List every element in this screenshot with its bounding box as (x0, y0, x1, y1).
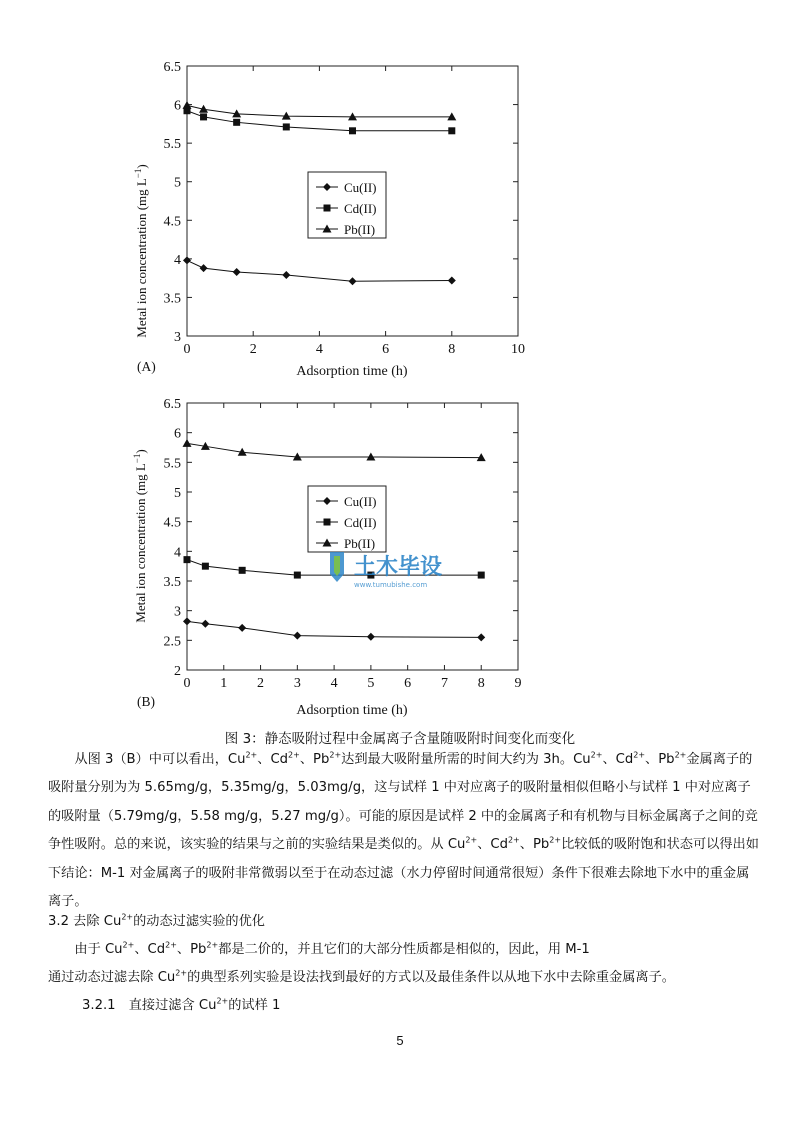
legend-label: Cu(II) (344, 180, 377, 195)
x-tick-label: 0 (183, 342, 191, 357)
paragraph-1: 从图 3（B）中可以看出，$Cu^{2+}$、$Cd^{2+}$、$Pb^{2+}$达到最大吸附量所需的时间大约为 3h。$Cu^{2+}$、$Cd^{2+}$、$Pb^{2+}$金属离子的吸附量分别为为 5.65mg/g，5.35mg/g，5.03mg/g，这与试样 1 中对应离子的吸附量相似但略小与试样 1 中对应离子的吸附量（5.79mg/g，5.58 mg/g，5.27 mg/g）。可能的原因是试样 2 中的金属离子和有机物与目标金属离子之间的竞争性吸附。总的来说，该实验的结果与之前的实验结果是类似的。从 $Cu^{2+}$、$Cd^{2+}$、$Pb^{2+}$比较低的吸附饱和状态可以得出如下结论：M-1 对金属离子的吸附非常微弱以至于在动态过滤（水力停留时间通常很短）条件下很难去除地下水中的重金属离子。 (48, 750, 759, 910)
data-point (183, 617, 191, 625)
data-point (238, 624, 246, 632)
watermark (310, 544, 510, 594)
data-point (239, 567, 246, 574)
y-tick-label: 2 (174, 664, 181, 679)
data-point (184, 556, 191, 563)
x-tick-label: 8 (477, 676, 485, 691)
chart-b-panel-label: (B) (137, 694, 155, 709)
y-tick-label: 5.5 (163, 456, 181, 472)
y-tick-label: 6.5 (163, 397, 181, 412)
x-tick-label: 2 (249, 342, 257, 357)
watermark-subtext: www.tumubishe.com (354, 581, 428, 589)
y-tick-label: 3 (174, 604, 181, 620)
data-point (200, 264, 208, 272)
y-tick-label: 4 (174, 252, 181, 268)
y-tick-label: 4.5 (163, 515, 181, 531)
y-tick-label: 5 (174, 486, 181, 501)
data-point (349, 127, 356, 134)
chart-a-panel-label: (A) (137, 359, 156, 374)
y-tick-label: 4.5 (163, 214, 181, 230)
chart-a-ylabel: Metal ion concentration (mg $L^{-1}$) (133, 164, 149, 338)
data-point (201, 620, 209, 628)
data-point (294, 572, 301, 579)
data-point (202, 563, 209, 570)
chart-a (0, 50, 800, 430)
y-tick-label: 6.5 (163, 60, 181, 75)
x-tick-label: 0 (183, 676, 191, 691)
data-point (183, 256, 191, 264)
watermark-text: 土木毕设 (354, 555, 443, 580)
y-tick-label: 5 (174, 175, 181, 191)
series-line (187, 621, 481, 637)
x-tick-label: 6 (404, 676, 412, 691)
x-tick-label: 2 (257, 676, 265, 691)
x-tick-label: 6 (382, 342, 390, 357)
series-line (187, 111, 452, 131)
y-tick-label: 4 (174, 545, 181, 561)
data-point (283, 123, 290, 130)
y-tick-label: 2.5 (163, 634, 181, 650)
x-tick-label: 9 (514, 676, 522, 691)
x-tick-label: 5 (367, 676, 375, 691)
legend-label: Cd(II) (344, 515, 377, 530)
y-tick-label: 6 (174, 426, 181, 442)
x-tick-label: 10 (511, 342, 525, 357)
page-number: 5 (396, 1033, 404, 1048)
chart-b-ylabel: Metal ion concentration (mg $L^{-1}$) (132, 449, 148, 623)
y-tick-label: 3.5 (163, 291, 181, 307)
legend-label: Pb(II) (344, 536, 376, 551)
series-line (187, 443, 481, 457)
x-tick-label: 1 (220, 676, 228, 691)
section-heading: 3.2 去除 $Cu^{2+}$的动态过滤实验的优化 (48, 912, 265, 929)
paragraph-2: 由于 $Cu^{2+}$、$Cd^{2+}$、$Pb^{2+}$都是二价的，并且它们的大部分性质都是相似的，因此，用 M-1 通过动态过滤去除 $Cu^{2+}$的典型系列实验是设法找到最好的方式以及最佳条件以从地下水中去除重金属离子。 (48, 940, 675, 986)
legend-marker (324, 205, 331, 212)
legend-label: Cd(II) (344, 201, 377, 216)
x-tick-label: 4 (315, 342, 323, 357)
chart-a-xlabel: Adsorption time (h) (296, 364, 408, 379)
series-line (187, 260, 452, 281)
y-tick-label: 3.5 (163, 575, 181, 590)
figure-caption: 图 3：静态吸附过程中金属离子含量随吸附时间变化而变化 (224, 731, 576, 747)
legend-label: Cu(II) (344, 494, 377, 509)
watermark-logo-icon (330, 552, 344, 582)
y-tick-label: 5.5 (163, 137, 181, 153)
data-point (448, 127, 455, 134)
series-line (187, 105, 452, 117)
legend-marker (324, 519, 331, 526)
x-tick-label: 4 (330, 676, 338, 691)
data-point (477, 633, 485, 641)
chart-b-xlabel: Adsorption time (h) (296, 703, 408, 718)
subsection-heading: 3.2.1 直接过滤含 $Cu^{2+}$的试样 1 (82, 996, 281, 1013)
data-point (233, 268, 241, 276)
data-point (200, 113, 207, 120)
data-point (282, 271, 290, 279)
x-tick-label: 8 (448, 342, 456, 357)
legend-label: Pb(II) (344, 222, 376, 237)
data-point (448, 276, 456, 284)
data-point (349, 277, 357, 285)
data-point (293, 632, 301, 640)
data-point (367, 633, 375, 641)
x-tick-label: 3 (293, 676, 301, 691)
y-tick-label: 6 (174, 98, 181, 114)
data-point (233, 119, 240, 126)
y-tick-label: 3 (174, 330, 181, 345)
data-point (183, 439, 192, 447)
x-tick-label: 7 (440, 676, 448, 691)
